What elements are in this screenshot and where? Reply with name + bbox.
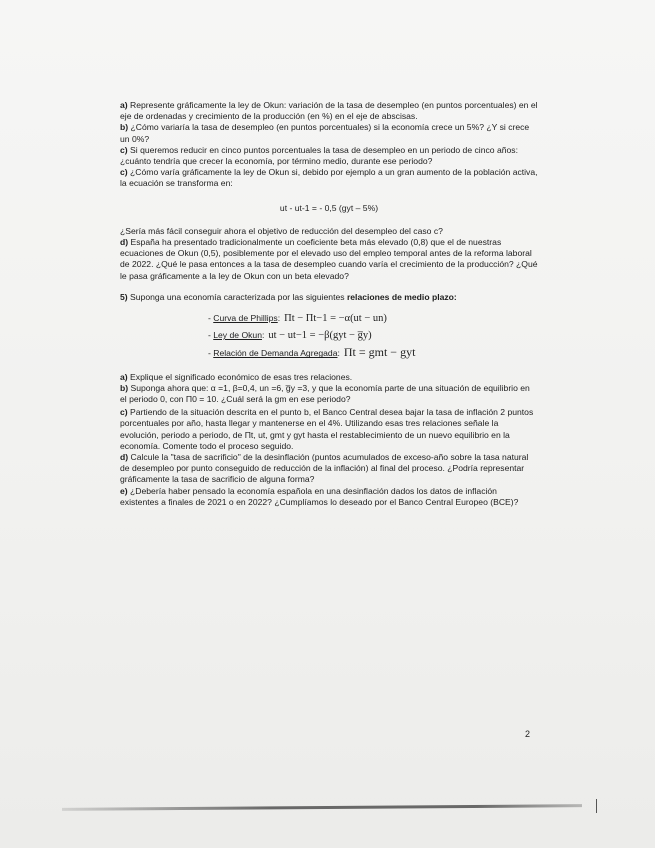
- section-number: 5): [120, 291, 128, 302]
- okun-equation: ut - ut-1 = - 0,5 (gyt – 5%): [279, 202, 379, 213]
- question-followup: [120, 226, 538, 237]
- scan-corner-mark: [596, 799, 597, 813]
- scan-bottom-edge: [62, 804, 582, 811]
- relation-name: Curva de Phillips: [213, 313, 278, 324]
- item-text: ¿Cómo variaría la tasa de desempleo (en puntos porcentuales) si la economía crece un 5%? ¿Y si crece un 0%?: [120, 122, 530, 144]
- relation-prefix: -: [208, 313, 214, 324]
- item-text: Explique el significado económico de esas tres relaciones.: [127, 371, 353, 382]
- item-label: a): [120, 371, 128, 382]
- item-text: Represente gráficamente la ley de Okun: variación de la tasa de desempleo (en puntos porcentuales) en el eje de ordenadas y crecimiento de la producción (en %) en el eje de abscisas.: [120, 100, 538, 122]
- relations-list: [208, 313, 538, 360]
- item-text: ¿Sería más fácil conseguir ahora el objetivo de reducción del desempleo del caso c?: [120, 225, 443, 236]
- relation-prefix: -: [208, 348, 214, 359]
- relation-prefix: -: [208, 330, 214, 341]
- relation-formula: ut − ut−1 = −β(gyt − g̅y): [268, 330, 372, 342]
- item-label: c): [120, 167, 128, 178]
- item-text: Suponga ahora que: α =1, β=0,4, un =6, g̅y =3, y que la economía parte de una situación de equilibrio en el periodo 0, con Π0 = 10. ¿Cuál será la gm en ese periodo?: [120, 382, 530, 405]
- question-d-okun: [120, 237, 538, 282]
- section-5-heading: [120, 292, 538, 303]
- item-label: c): [120, 407, 128, 418]
- page-number: 2: [525, 729, 531, 739]
- question-5d: [120, 452, 538, 486]
- relation-name: Ley de Okun: [213, 330, 262, 341]
- item-text: ¿Debería haber pensado la economía española en una desinflación dados los datos de inflación existentes a finales de 2021 o en 2022? ¿Cumplíamos lo deseado por el Banco Central Europeo (BCE)?: [120, 485, 519, 507]
- page-content: [120, 100, 538, 508]
- question-b-okun: [120, 122, 538, 144]
- item-text: Partiendo de la situación descrita en el punto b, el Banco Central desea bajar la tasa de inflación 2 puntos porcentuales por año, hasta llegar y mantenerse en el 4%. Utilizando esas tres relaciones señale la evolución, periodo a periodo, de Πt, ut, gmt y gyt hasta el restablecimiento de un nuevo equilibrio en la economía. Comente todo el proceso seguido.: [120, 407, 534, 451]
- relation-formula: Πt = gmt − gyt: [343, 345, 416, 360]
- question-c2-okun: [120, 167, 538, 189]
- question-5c: [120, 407, 538, 452]
- relation-formula: Πt − Πt−1 = −α(ut − un): [284, 313, 387, 325]
- item-text: Calcule la "tasa de sacrificio" de la desinflación (puntos acumulados de exceso-año sobre la tasa natural de desempleo por punto conseguido de reducción de la inflación) al final del proceso. ¿Podría representar gráficamente la tasa de sacrificio de alguna forma?: [120, 452, 529, 485]
- item-text: ¿Cómo varía gráficamente la ley de Okun si, debido por ejemplo a un gran aumento de la población activa, la ecuación se transforma en:: [120, 167, 538, 189]
- item-text: España ha presentado tradicionalmente un coeficiente beta más elevado (0,8) que el de nuestras ecuaciones de Okun (0,5), posiblemente por el elevado uso del empleo temporal antes de la reforma laboral de 2022. ¿Qué le pasa entonces a la tasa de desempleo cuando varía el crecimiento de la producción? ¿Qué le pasa gráficamente a la ley de Okun con un beta elevado?: [120, 237, 538, 281]
- relation-phillips: [208, 313, 538, 324]
- question-5a: [120, 372, 538, 383]
- item-label: a): [120, 100, 128, 110]
- relation-suffix: :: [277, 313, 281, 324]
- section-intro: Suponga una economía caracterizada por las siguientes: [127, 291, 347, 302]
- relation-demand: [208, 347, 538, 359]
- item-text: Si queremos reducir en cinco puntos porcentuales la tasa de desempleo en un periodo de cinco años: ¿cuánto tendría que crecer la economía, por término medio, durante ese periodo?: [120, 144, 518, 167]
- item-label: d): [120, 452, 129, 463]
- relation-okun: [208, 330, 538, 341]
- question-5e: [120, 486, 538, 508]
- item-label: d): [120, 237, 129, 248]
- question-a-okun: [120, 100, 538, 122]
- item-label: e): [120, 485, 128, 496]
- section-intro-bold: relaciones de medio plazo:: [346, 291, 457, 302]
- question-5b: [120, 383, 538, 405]
- relation-suffix: :: [337, 348, 340, 359]
- item-label: b): [120, 382, 129, 393]
- item-label: c): [120, 144, 128, 155]
- item-label: b): [120, 122, 129, 133]
- relation-suffix: :: [261, 330, 265, 341]
- relation-name: Relación de Demanda Agregada: [213, 348, 338, 359]
- question-c-okun: [120, 145, 538, 167]
